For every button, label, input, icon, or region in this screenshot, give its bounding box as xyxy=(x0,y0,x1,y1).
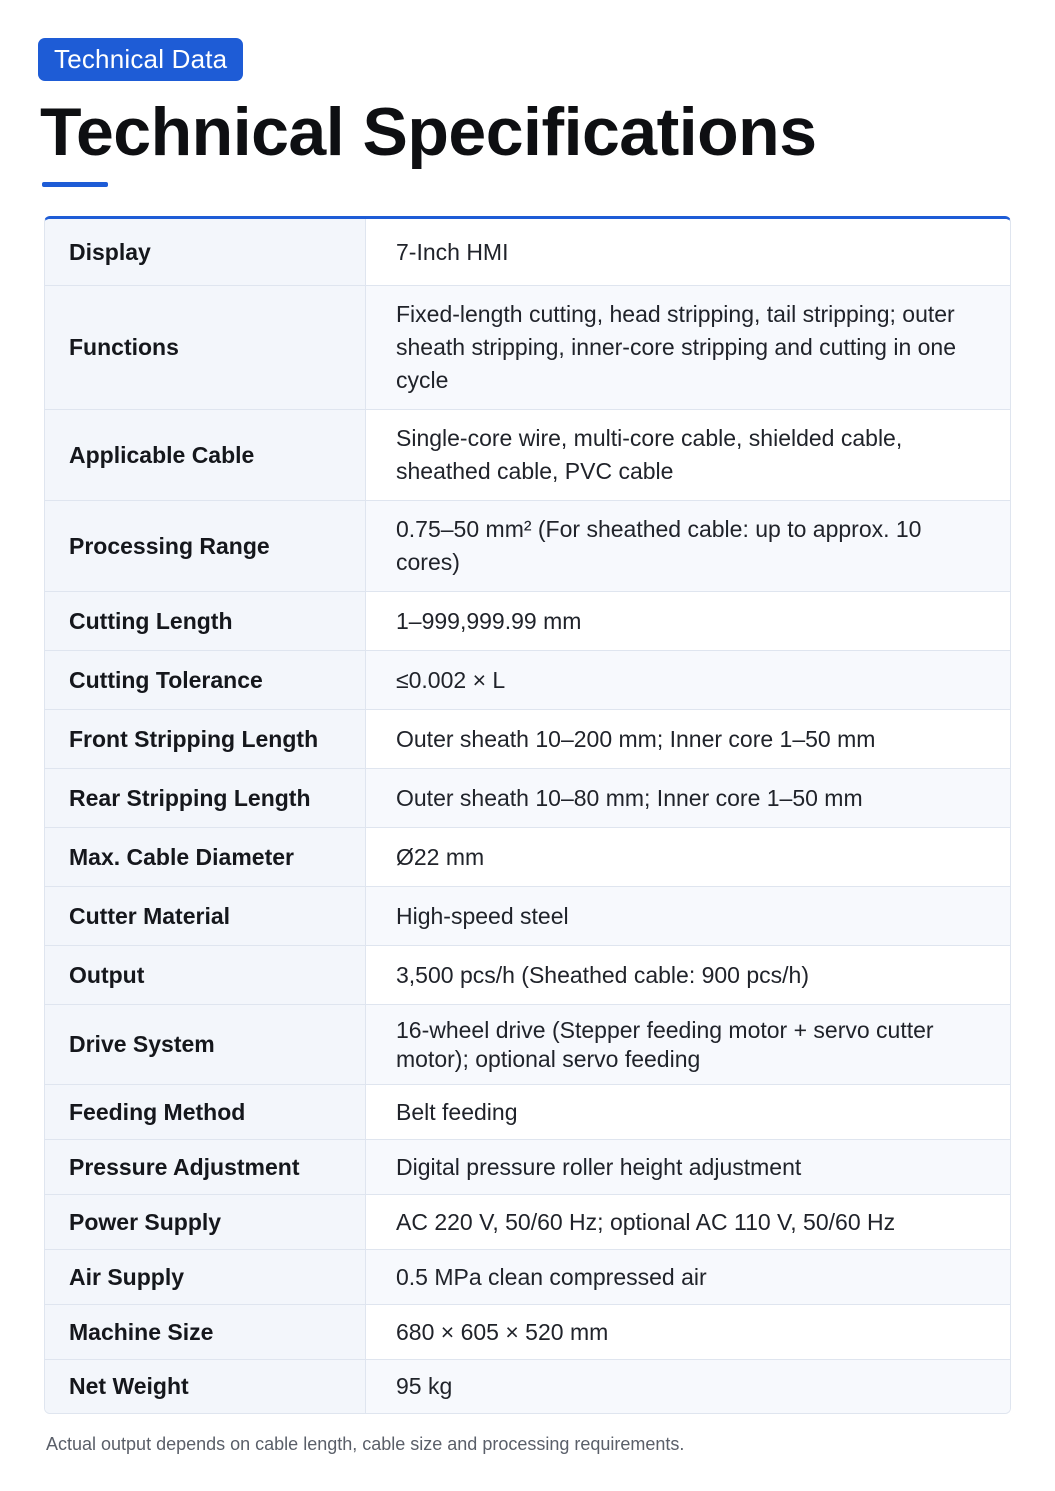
spec-label: Net Weight xyxy=(45,1360,366,1413)
spec-value: Ø22 mm xyxy=(366,828,1010,886)
spec-value: Fixed-length cutting, head stripping, tail stripping; outer sheath stripping, inner-core stripping and cutting in one cycle xyxy=(366,286,1010,409)
section-badge: Technical Data xyxy=(38,38,243,81)
spec-row xyxy=(45,828,1010,887)
spec-label: Applicable Cable xyxy=(45,410,366,500)
spec-value: 1–999,999.99 mm xyxy=(366,592,1010,650)
spec-label: Cutter Material xyxy=(45,887,366,945)
spec-row xyxy=(45,1085,1010,1140)
spec-label: Machine Size xyxy=(45,1305,366,1359)
spec-value: 95 kg xyxy=(366,1360,1010,1413)
spec-value: 0.75–50 mm² (For sheathed cable: up to approx. 10 cores) xyxy=(366,501,1010,591)
spec-label: Cutting Length xyxy=(45,592,366,650)
spec-value: 0.5 MPa clean compressed air xyxy=(366,1250,1010,1304)
spec-value: High-speed steel xyxy=(366,887,1010,945)
spec-value: ≤0.002 × L xyxy=(366,651,1010,709)
spec-value: AC 220 V, 50/60 Hz; optional AC 110 V, 50/60 Hz xyxy=(366,1195,1010,1249)
spec-label: Air Supply xyxy=(45,1250,366,1304)
spec-label: Feeding Method xyxy=(45,1085,366,1139)
spec-value: 680 × 605 × 520 mm xyxy=(366,1305,1010,1359)
spec-row xyxy=(45,1195,1010,1250)
spec-value: Digital pressure roller height adjustment xyxy=(366,1140,1010,1194)
spec-value: 3,500 pcs/h (Sheathed cable: 900 pcs/h) xyxy=(366,946,1010,1004)
spec-row xyxy=(45,1250,1010,1305)
spec-row xyxy=(45,769,1010,828)
spec-row xyxy=(45,501,1010,592)
spec-row xyxy=(45,710,1010,769)
spec-row xyxy=(45,1140,1010,1195)
spec-label: Display xyxy=(45,219,366,285)
spec-label: Power Supply xyxy=(45,1195,366,1249)
spec-row xyxy=(45,946,1010,1005)
spec-value: Single-core wire, multi-core cable, shielded cable, sheathed cable, PVC cable xyxy=(366,410,1010,500)
spec-table xyxy=(44,216,1011,1414)
spec-value: Belt feeding xyxy=(366,1085,1010,1139)
spec-value: Outer sheath 10–80 mm; Inner core 1–50 mm xyxy=(366,769,1010,827)
page-title: Technical Specifications xyxy=(40,94,817,170)
spec-label: Rear Stripping Length xyxy=(45,769,366,827)
title-underline xyxy=(42,182,108,187)
spec-row xyxy=(45,1360,1010,1413)
spec-value: Outer sheath 10–200 mm; Inner core 1–50 mm xyxy=(366,710,1010,768)
spec-label: Cutting Tolerance xyxy=(45,651,366,709)
spec-row xyxy=(45,219,1010,286)
spec-row xyxy=(45,1305,1010,1360)
spec-value: 16-wheel drive (Stepper feeding motor + servo cutter motor); optional servo feeding xyxy=(366,1005,1010,1084)
spec-label: Max. Cable Diameter xyxy=(45,828,366,886)
spec-label: Drive System xyxy=(45,1005,366,1084)
spec-label: Front Stripping Length xyxy=(45,710,366,768)
spec-row xyxy=(45,887,1010,946)
spec-label: Functions xyxy=(45,286,366,409)
spec-row xyxy=(45,651,1010,710)
spec-value: 7-Inch HMI xyxy=(366,219,1010,285)
spec-label: Output xyxy=(45,946,366,1004)
spec-row xyxy=(45,592,1010,651)
footnote: Actual output depends on cable length, cable size and processing requirements. xyxy=(46,1434,685,1454)
spec-row xyxy=(45,286,1010,410)
spec-label: Pressure Adjustment xyxy=(45,1140,366,1194)
spec-label: Processing Range xyxy=(45,501,366,591)
spec-row xyxy=(45,1005,1010,1085)
spec-row xyxy=(45,410,1010,501)
